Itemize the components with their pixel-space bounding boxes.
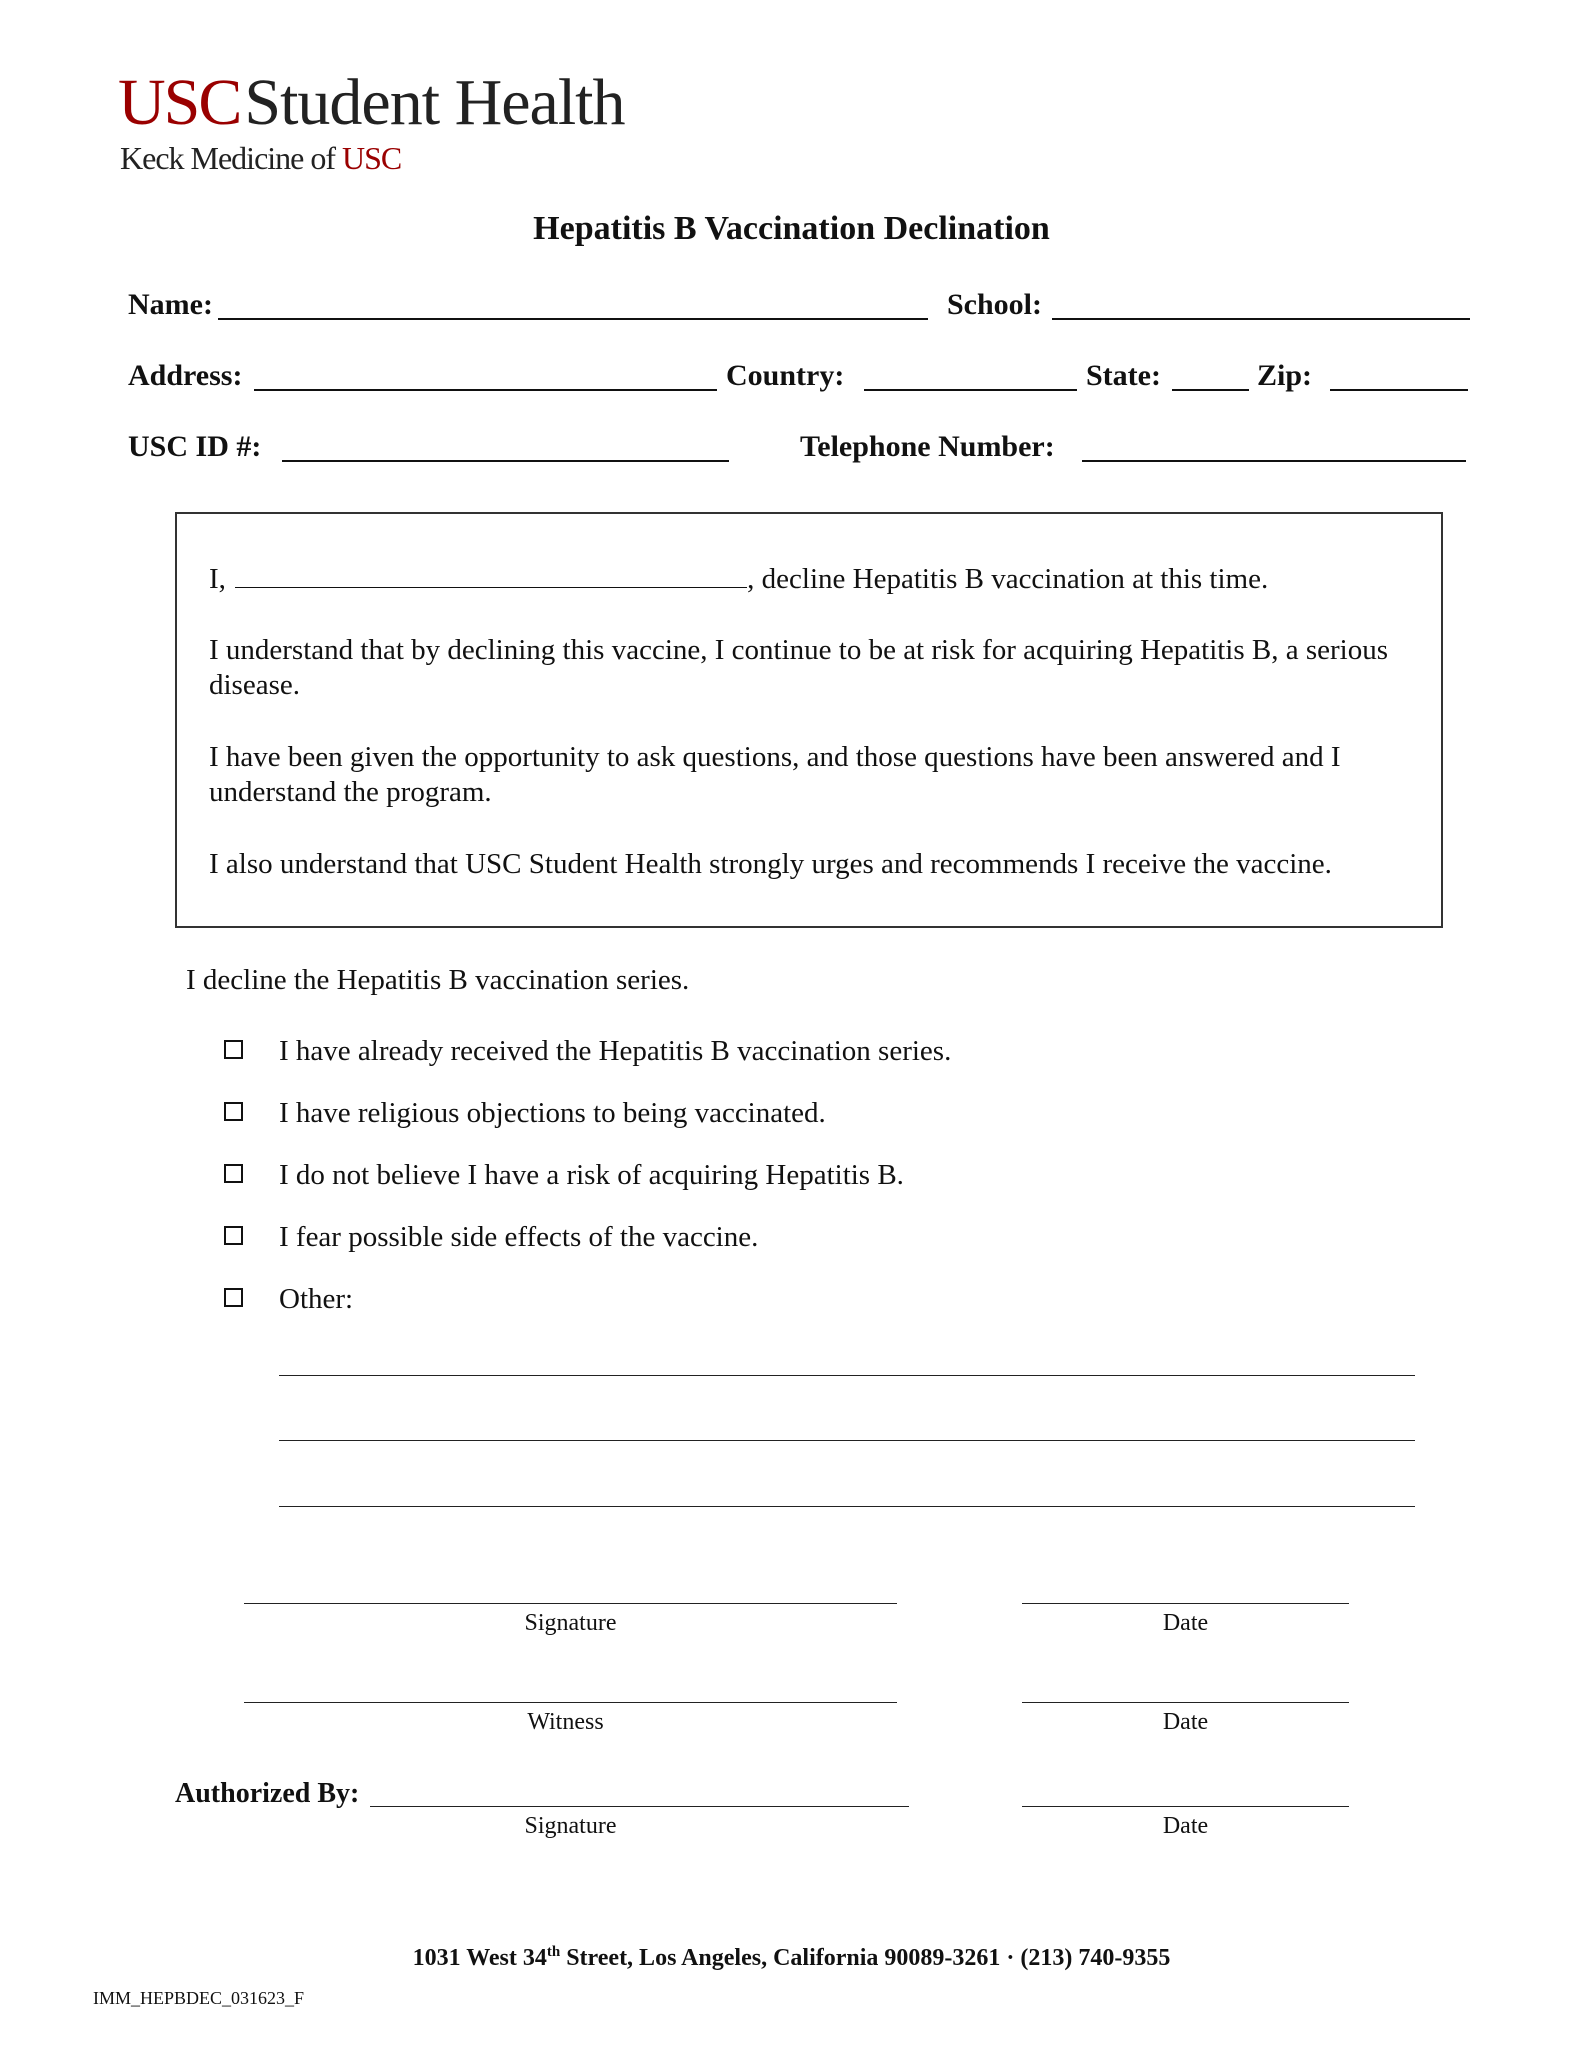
signature-date-line[interactable] [1022, 1603, 1349, 1604]
logo-usc: USC [118, 66, 241, 139]
checkbox-other[interactable] [224, 1288, 243, 1307]
declarant-name-field[interactable] [235, 565, 747, 588]
country-label: Country: [726, 359, 845, 392]
telephone-label: Telephone Number: [800, 430, 1055, 463]
school-field[interactable] [1052, 318, 1470, 320]
usc-id-label: USC ID #: [128, 430, 262, 463]
other-line-2[interactable] [279, 1440, 1415, 1441]
state-label: State: [1086, 359, 1161, 392]
declaration-questions: I have been given the opportunity to ask questions, and those questions have been answered and I understand the program. [209, 741, 1341, 808]
authorized-signature-caption: Signature [524, 1813, 617, 1839]
address-field[interactable] [254, 389, 717, 391]
checkbox-no-risk[interactable] [224, 1164, 243, 1183]
other-line-1[interactable] [279, 1375, 1415, 1376]
checkbox-already-received[interactable] [224, 1040, 243, 1059]
signature-line[interactable] [244, 1603, 897, 1604]
zip-field[interactable] [1330, 389, 1468, 391]
checkbox-religious-objections[interactable] [224, 1102, 243, 1121]
witness-date-line[interactable] [1022, 1702, 1349, 1703]
option-religious-objections: I have religious objections to being vaccinated. [279, 1097, 826, 1129]
checkbox-side-effects[interactable] [224, 1226, 243, 1245]
declaration-recommend: I also understand that USC Student Health strongly urges and recommends I receive the vaccine. [209, 848, 1332, 880]
state-field[interactable] [1172, 389, 1249, 391]
witness-date-caption: Date [1162, 1709, 1209, 1735]
witness-line[interactable] [244, 1702, 897, 1703]
logo-keck-text: Keck Medicine of [120, 140, 336, 176]
country-field[interactable] [864, 389, 1077, 391]
usc-id-field[interactable] [282, 460, 729, 462]
telephone-field[interactable] [1082, 460, 1466, 462]
option-other: Other: [279, 1283, 354, 1315]
option-no-risk: I do not believe I have a risk of acquiring Hepatitis B. [279, 1159, 904, 1191]
option-already-received: I have already received the Hepatitis B vaccination series. [279, 1035, 952, 1067]
footer-address-sup: th [546, 1944, 561, 1960]
signature-date-caption: Date [1162, 1610, 1209, 1636]
decline-statement: I decline the Hepatitis B vaccination series. [186, 964, 690, 996]
logo [118, 66, 625, 139]
school-label: School: [947, 288, 1043, 321]
logo-keck [120, 142, 401, 174]
footer-address-end: Street, Los Angeles, California 90089-3261 · (213) 740-9355 [560, 1945, 1171, 1971]
other-line-3[interactable] [279, 1506, 1415, 1507]
authorized-date-caption: Date [1162, 1813, 1209, 1839]
page-title: Hepatitis B Vaccination Declination [533, 210, 1050, 247]
declaration-line-1 [209, 562, 1268, 597]
logo-student-health: Student Health [244, 66, 625, 139]
footer-address [0, 1944, 1583, 1972]
witness-caption: Witness [527, 1709, 604, 1735]
option-side-effects: I fear possible side effects of the vaccine. [279, 1221, 759, 1253]
name-field[interactable] [218, 318, 928, 320]
footer-address-start: 1031 West 34 [412, 1945, 547, 1971]
declaration-decline-text: , decline Hepatitis B vaccination at this time. [747, 563, 1269, 595]
authorized-date-line[interactable] [1022, 1806, 1349, 1807]
signature-caption: Signature [524, 1610, 617, 1636]
logo-keck-usc: USC [342, 140, 402, 176]
zip-label: Zip: [1257, 359, 1313, 392]
form-id: IMM_HEPBDEC_031623_F [93, 1988, 305, 2008]
authorized-signature-line[interactable] [370, 1806, 909, 1807]
address-label: Address: [128, 359, 243, 392]
declaration-risk: I understand that by declining this vaccine, I continue to be at risk for acquiring Hepatitis B, a serious disease. [209, 634, 1389, 701]
name-label: Name: [128, 288, 213, 321]
authorized-by-label: Authorized By: [175, 1778, 360, 1809]
declaration-i: I, [209, 563, 226, 595]
